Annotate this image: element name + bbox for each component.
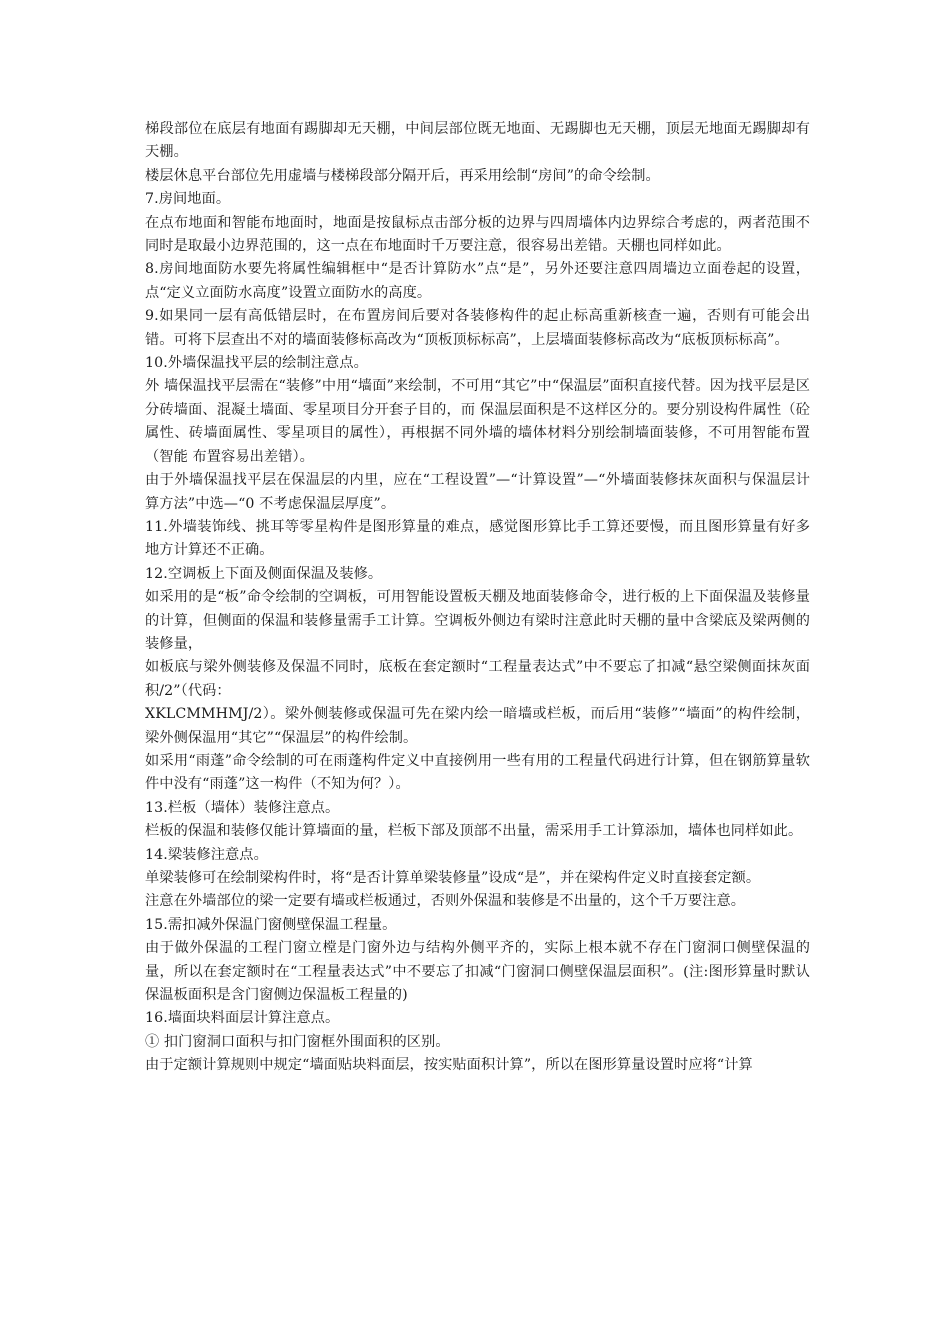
paragraph: 9.如果同一层有高低错层时，在布置房间后要对各装修构件的起止标高重新核查一遍，否则有可能会出错。可将下层查出不对的墙面装修标高改为“顶板顶标标高”，上层墙面装修标高改为“底板顶标标高”。 (145, 308, 810, 348)
paragraph: 由于做外保温的工程门窗立樘是门窗外边与结构外侧平齐的，实际上根本就不存在门窗洞口侧壁保温的量，所以在套定额时在“工程量表达式”中不要忘了扣减“门窗洞口侧壁保温层面积”。(注:图形算量时默认保温板面积是含门窗侧边保温板工程量的) (145, 940, 810, 1004)
paragraph: 如采用的是“板”命令绘制的空调板，可用智能设置板天棚及地面装修命令，进行板的上下面保温及装修量的计算，但侧面的保温和装修量需手工计算。空调板外侧边有梁时注意此时天棚的量中含梁底及梁两侧的装修量， (145, 589, 810, 652)
paragraph: 楼层休息平台部位先用虚墙与楼梯段部分隔开后，再采用绘制“房间”的命令绘制。 (145, 167, 660, 184)
paragraph: 栏板的保温和装修仅能计算墙面的量，栏板下部及顶部不出量，需采用手工计算添加，墙体也同样如此。 (145, 823, 803, 840)
paragraph: 如板底与梁外侧装修及保温不同时，底板在套定额时“工程量表达式”中不要忘了扣减“悬空梁侧面抹灰面积/2”（代码： (145, 659, 810, 699)
section-heading: 10.外墙保温找平层的绘制注意点。 (145, 355, 368, 372)
document-body (145, 118, 810, 1078)
paragraph: 注意在外墙部位的梁一定要有墙或栏板通过，否则外保温和装修是不出量的，这个千万要注意。 (145, 893, 746, 910)
paragraph: 8.房间地面防水要先将属性编辑框中“是否计算防水”点“是”，另外还要注意四周墙边立面卷起的设置，点“定义立面防水高度”设置立面防水的高度。 (145, 261, 810, 301)
section-heading: 16.墙面块料面层计算注意点。 (145, 1010, 340, 1027)
section-heading: 12.空调板上下面及侧面保温及装修。 (145, 565, 383, 582)
paragraph: 梯段部位在底层有地面有踢脚却无天棚，中间层部位既无地面、无踢脚也无天棚，顶层无地面无踢脚却有天棚。 (145, 121, 810, 161)
list-item: ① 扣门窗洞口面积与扣门窗框外围面积的区别。 (145, 1033, 450, 1050)
section-heading: 15.需扣减外保温门窗侧壁保温工程量。 (145, 916, 397, 933)
paragraph: 外 墙保温找平层需在“装修”中用“墙面”来绘制，不可用“其它”中“保温层”面积直接代替。因为找平层是区分砖墙面、混凝土墙面、零星项目分开套子目的，而 保温层面积是不这样区分的。要分别设构件属性（砼属性、砖墙面属性、零星项目的属性），再根据不同外墙的墙体材料分别绘制墙面装修，不可用智能布置（智能 布置容易出差错）。 (145, 378, 810, 465)
paragraph: 由于定额计算规则中规定“墙面贴块料面层，按实贴面积计算”，所以在图形算量设置时应将“计算 (145, 1057, 753, 1074)
paragraph: 在点布地面和智能布地面时，地面是按鼠标点击部分板的边界与四周墙体内边界综合考虑的，两者范围不同时是取最小边界范围的，这一点在布地面时千万要注意，很容易出差错。天棚也同样如此。 (145, 214, 810, 255)
paragraph: 由于外墙保温找平层在保温层的内里，应在“工程设置”—“计算设置”—“外墙面装修抹灰面积与保温层计算方法”中选—“0 不考虑保温层厚度”。 (145, 472, 810, 512)
paragraph: 单梁装修可在绘制梁构件时，将“是否计算单梁装修量”设成“是”，并在梁构件定义时直接套定额。 (145, 870, 761, 886)
paragraph: 如采用“雨蓬”命令绘制的可在雨蓬构件定义中直接例用一些有用的工程量代码进行计算，但在钢筋算量软件中没有“雨蓬”这一构件（不知为何？）。 (145, 752, 810, 793)
paragraph: XKLCMMHMJ/2）。梁外侧装修或保温可先在梁内绘一暗墙或栏板，而后用“装修”“墙面”的构件绘制，梁外侧保温用“其它”“保温层”的构件绘制。 (145, 706, 810, 746)
section-heading: 7.房间地面。 (145, 191, 231, 208)
section-heading: 13.栏板（墙体）装修注意点。 (145, 799, 340, 816)
section-heading: 14.梁装修注意点。 (145, 846, 268, 863)
paragraph: 11.外墙装饰线、挑耳等零星构件是图形算量的难点，感觉图形算比手工算还要慢，而且图形算量有好多地方计算还不正确。 (145, 518, 810, 559)
